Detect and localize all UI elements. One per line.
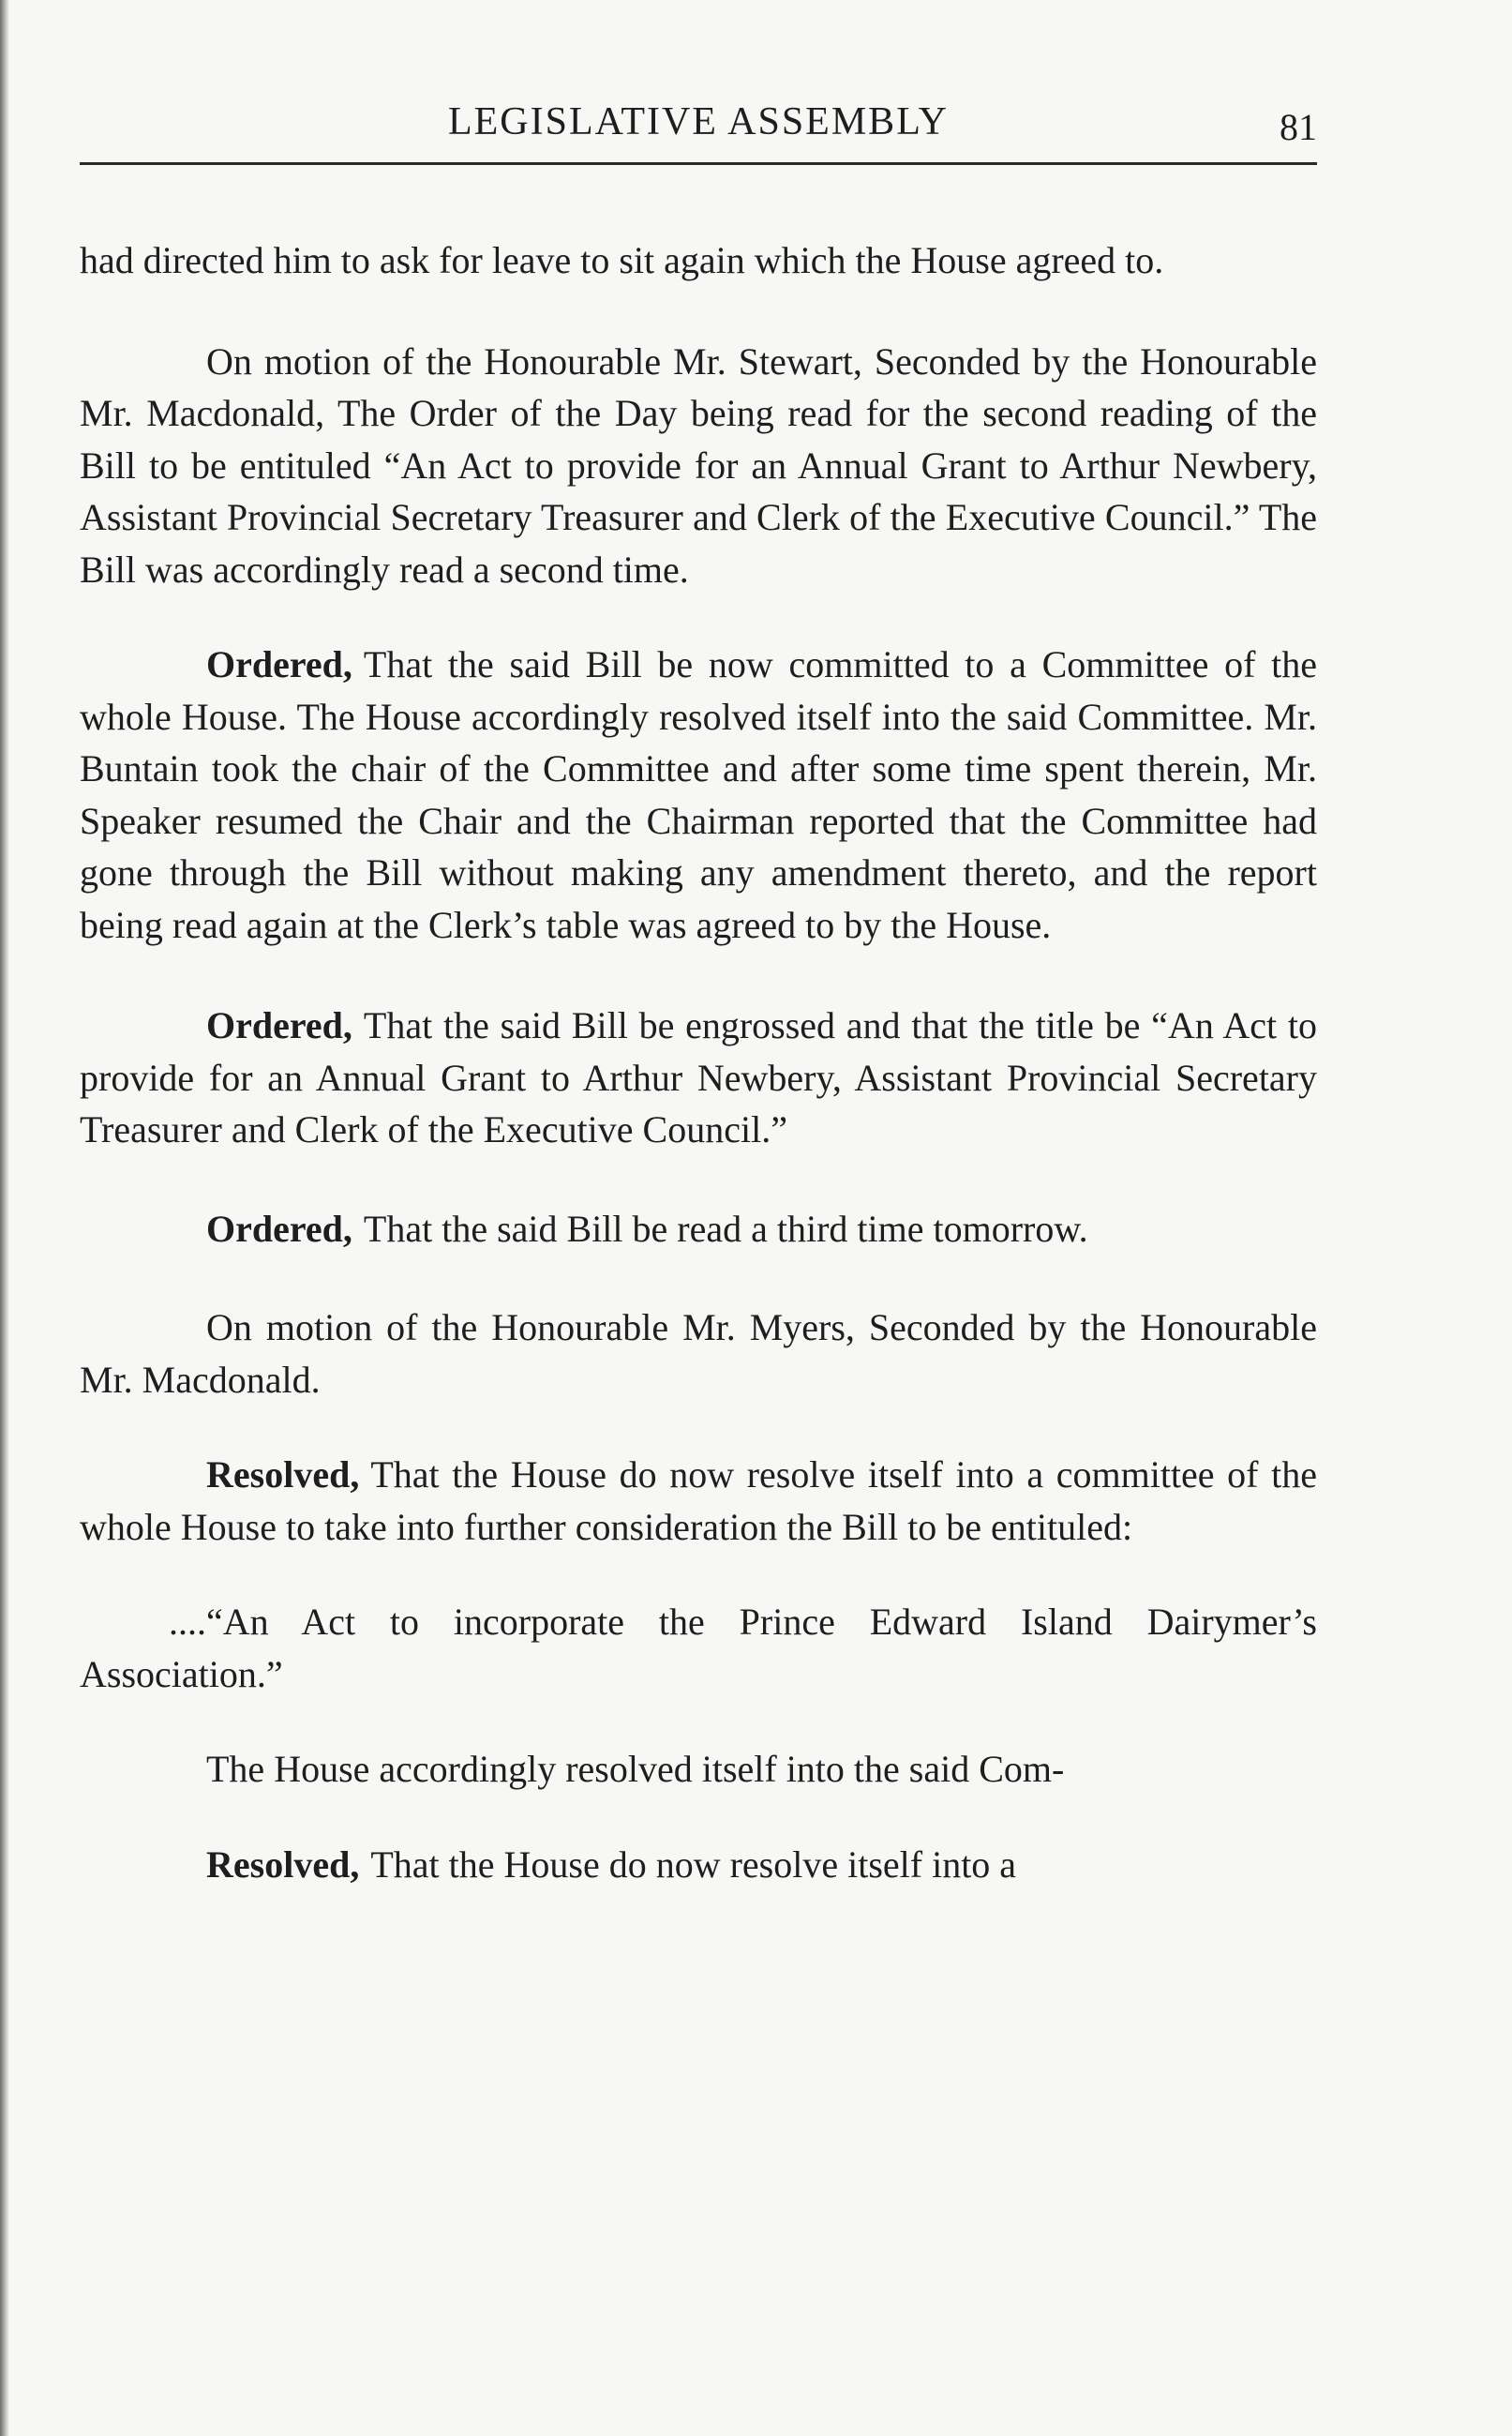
paragraph-text: ....“An Act to incorporate the Prince Edward Island Dairymer’s Association.” (80, 1601, 1317, 1695)
paragraph-text: On motion of the Honourable Mr. Myers, Seconded by the Honourable Mr. Macdonald. (80, 1306, 1317, 1401)
paragraph-house-resolved (80, 1743, 1317, 1796)
paragraph-motion-stewart (80, 336, 1317, 596)
paragraph-text: That the said Bill be now committed to a Committee of the whole House. The House accordingly resolved itself into the said Committee. Mr. Buntain took the chair of the Committee and after some time spent therein, Mr. Speaker resumed the Chair and the Chairman reported that the Committee had gone through the Bill without making any amendment thereto, and the report being read again at the Clerk’s table was agreed to by the House. (80, 643, 1317, 946)
paragraph-resolved-final (80, 1839, 1317, 1891)
page-binding-edge (0, 0, 9, 2436)
paragraph-text: That the said Bill be read a third time tomorrow. (363, 1207, 1088, 1250)
paragraph-text: had directed him to ask for leave to sit again which the House agreed to. (80, 239, 1164, 281)
page-number: 81 (1280, 106, 1317, 148)
paragraph-text: That the House do now resolve itself into a (370, 1842, 1017, 1886)
paragraph-bill-title (80, 1596, 1317, 1700)
paragraph-text: That the said Bill be engrossed and that the title be “An Act to provide for an Annual Grant to Arthur Newbery, Assistant Provincial Secretary Treasurer and Clerk of the Executive Council.” (80, 1004, 1317, 1150)
running-head: LEGISLATIVE ASSEMBLY (448, 100, 949, 143)
paragraph-lead: Ordered, (206, 643, 352, 685)
paragraph-resolved-committee (80, 1449, 1317, 1553)
paragraph-motion-myers (80, 1301, 1317, 1406)
body-text (80, 234, 1317, 1890)
header-rule (80, 162, 1317, 165)
paragraph-text: That the House do now resolve itself into a committee of the whole House to take into further consideration the Bill to be entituled: (80, 1453, 1317, 1548)
paragraph-lead: Ordered, (206, 1207, 352, 1250)
paragraph-continuation (80, 234, 1317, 287)
paragraph-lead: Ordered, (206, 1004, 352, 1046)
paragraph-ordered-third-reading (80, 1203, 1317, 1256)
paragraph-text: On motion of the Honourable Mr. Stewart, Seconded by the Honourable Mr. Macdonald, The Order of the Day being read for the second reading of the Bill to be entituled “An Act to provide for an Annual Grant to Arthur Newbery, Assistant Provincial Secretary Treasurer and Clerk of the Executive Council.” The Bill was accordingly read a second time. (80, 339, 1317, 591)
paragraph-lead: Resolved, (206, 1453, 360, 1496)
paragraph-ordered-engrossed (80, 1000, 1317, 1156)
page-header (80, 94, 1317, 169)
paragraph-ordered-committee (80, 639, 1317, 951)
paragraph-lead: Resolved, (206, 1842, 360, 1886)
paragraph-text: The House accordingly resolved itself into the said Com- (206, 1748, 1065, 1790)
